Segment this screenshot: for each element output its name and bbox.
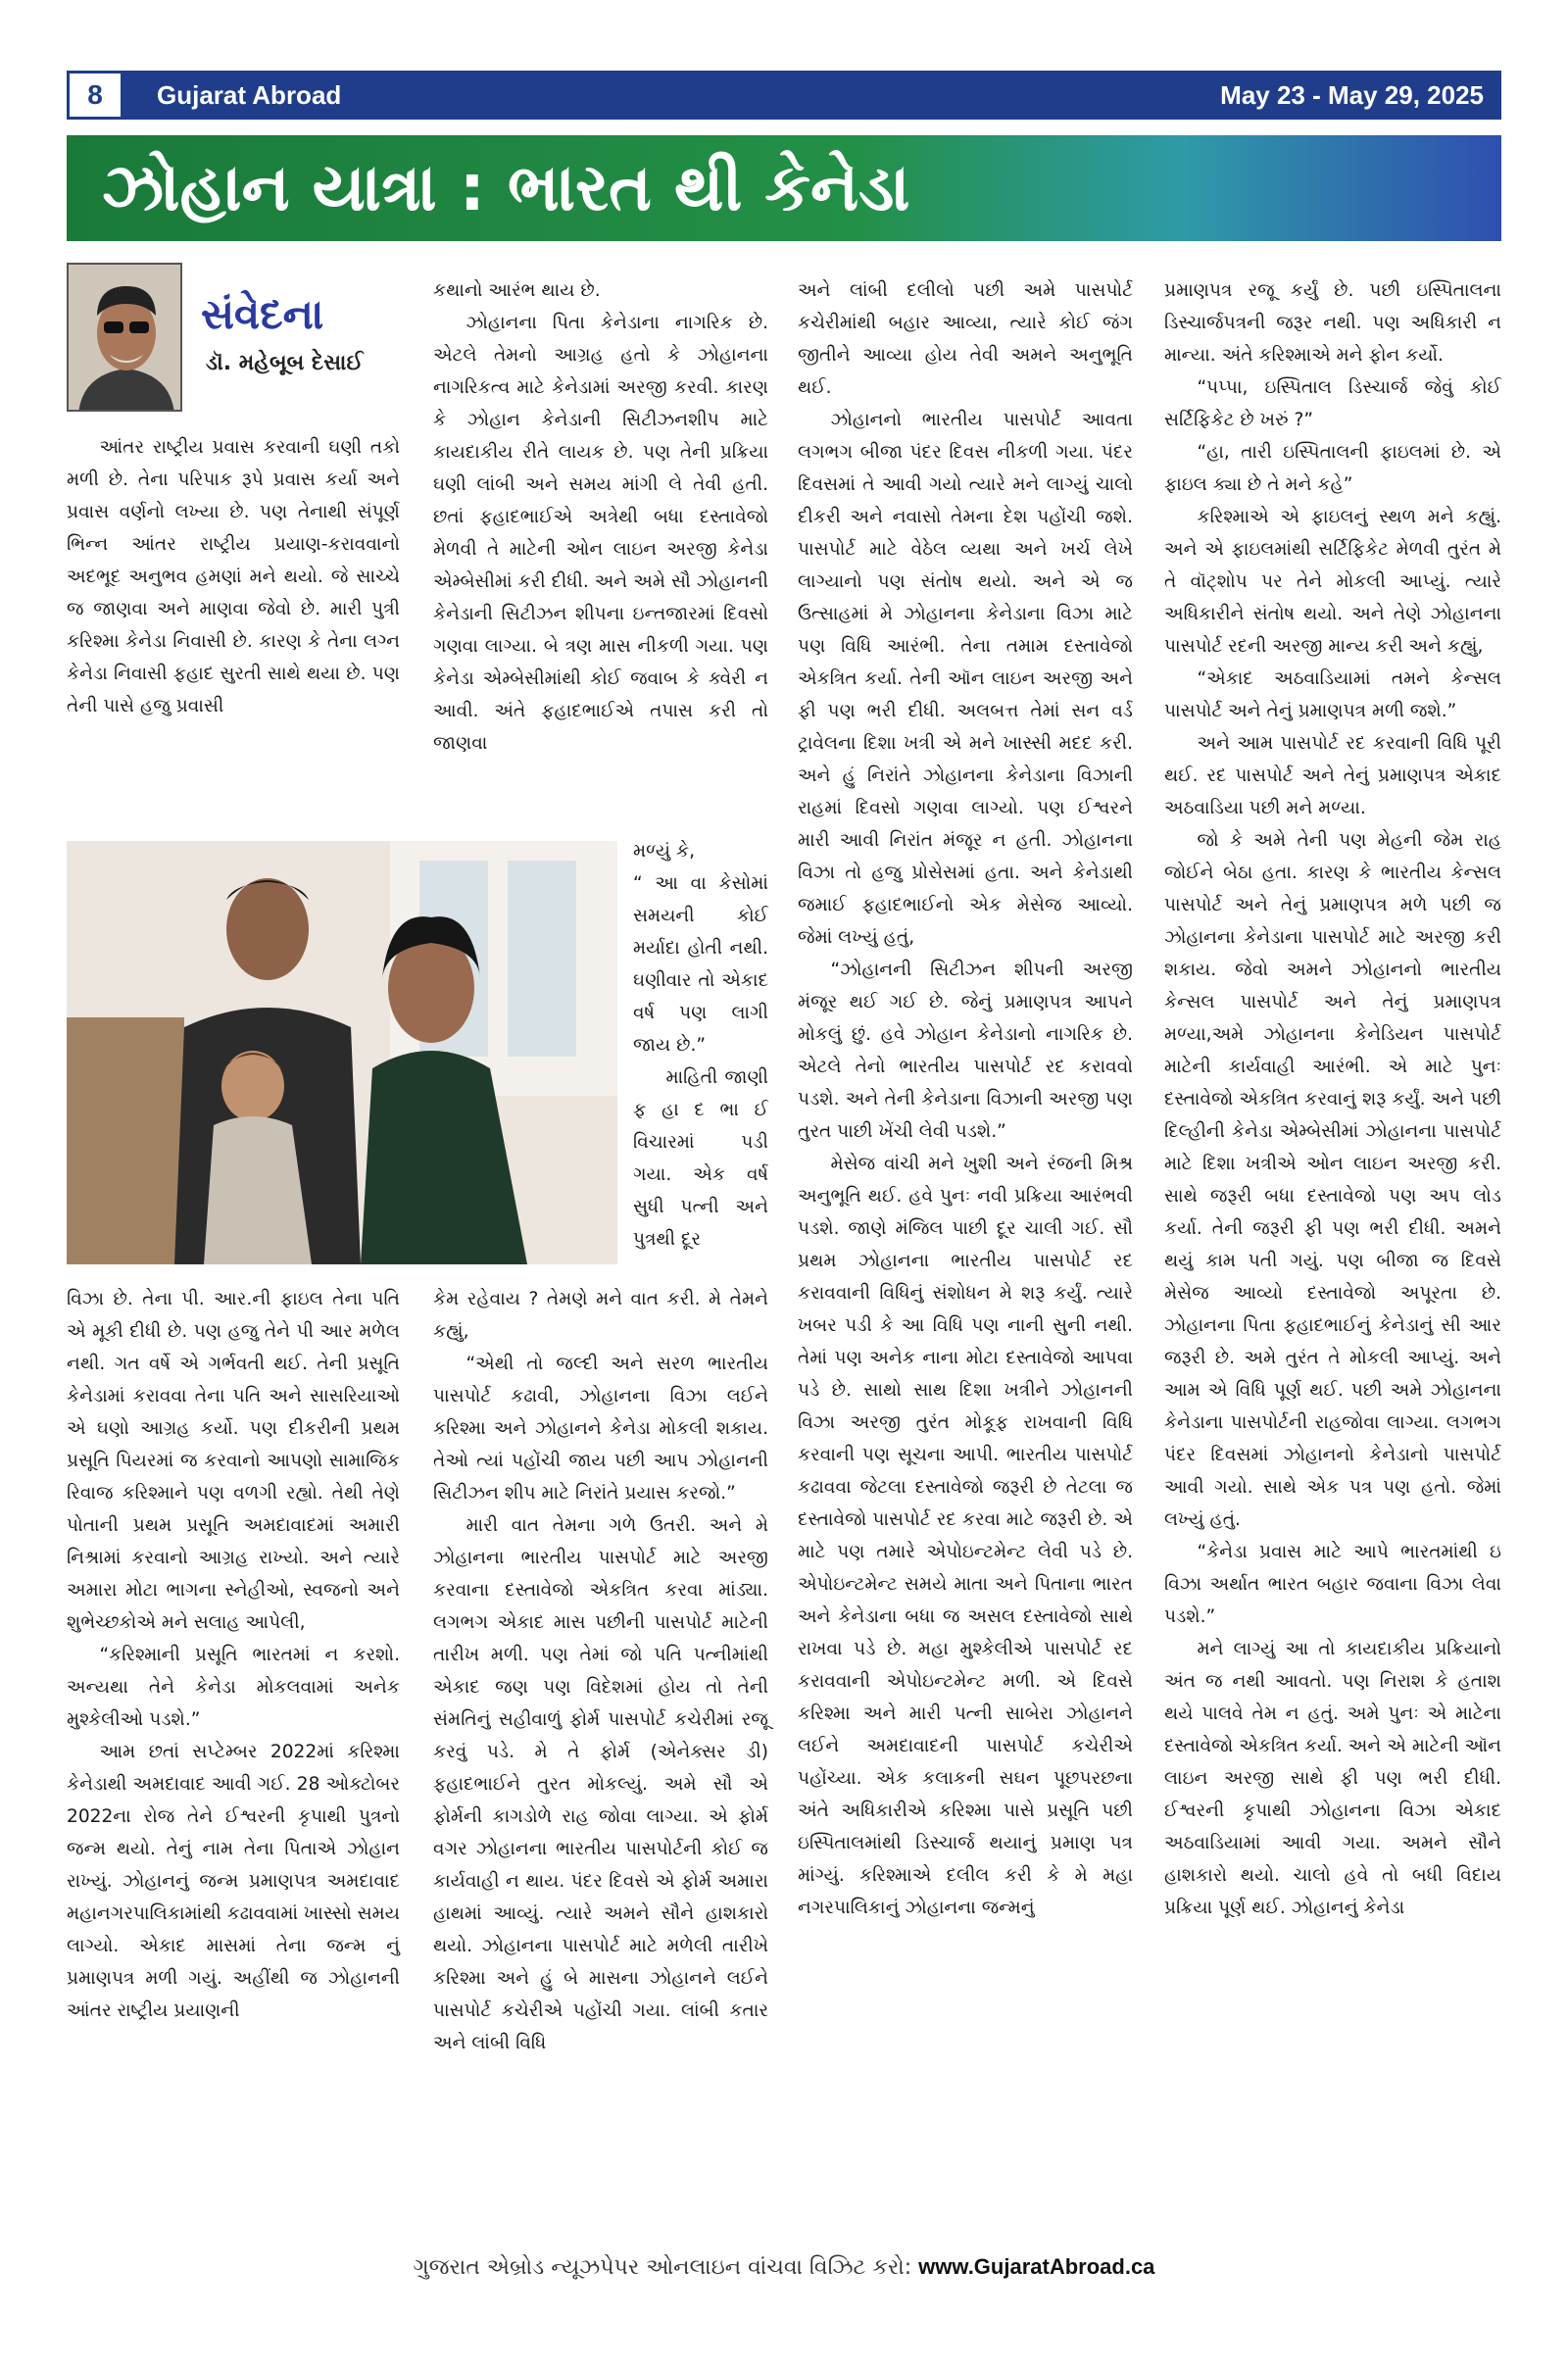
header-bar: [67, 71, 1501, 120]
paragraph: જો કે અમે તેની પણ મેહની જેમ રાહ જોઈને બેઠા હતા. કારણ કે ભારતીય કેન્સલ પાસપોર્ટ અને તેનું પ્રમાણપત્ર મળે પછી જ ઝોહાનના કેનેડાના પાસપોર્ટ માટે અરજી કરી શકાય. જેવો અમને ઝોહાનનો ભારતીય કેન્સલ પાસપોર્ટ અને તેનું પ્રમાણપત્ર મળ્યા,અમે ઝોહાનના કેનેડિયન પાસપોર્ટ માટેની કાર્યવાહી આરંભી. એ માટે પુનઃ દસ્તાવેજો એકત્રિત કરવાનું શરૂ કર્યું. અને પછી દિલ્હીની કેનેડા એમ્બેસીમાં ઝોહાનના પાસપોર્ટ માટે દિશા ખત્રીએ ઓન લાઇન અરજી કરી. સાથે જરૂરી બધા દસ્તાવેજો પણ અપ લોડ કર્યા. તેની જરૂરી ફી પણ ભરી દીધી. અમને થયું કામ પતી ગયું. પણ બીજા જ દિવસે મેસેજ આવ્યો દસ્તાવેજો અપૂરતા છે. ઝોહાનના પિતા ફહાદભાઈનું કેનેડાનું સી આર જરૂરી છે. અમે તુરંત તે મોકલી આપ્યું. અને આમ એ વિધિ પૂર્ણ થઈ. પછી અમે ઝોહાનના કેનેડાના પાસપોર્ટની રાહજોવા લાગ્યા. લગભગ પંદર દિવસમાં ઝોહાનનો કેનેડાનો પાસપોર્ટ આવી ગયો. સાથે એક પત્ર પણ હતો. જેમાં લખ્યું હતું.: [1164, 830, 1501, 1530]
column-2-side: [633, 835, 768, 1256]
paragraph: વિઝા છે. તેના પી. આર.ની ફાઇલ તેના પતિ એ મૂકી દીધી છે. પણ હજુ તેને પી આર મળેલ નથી. ગત વર્ષે એ ગર્ભવતી થઈ. તેની પ્રસૂતિ કેનેડામાં કરાવવા તેના પતિ અને સાસરિયાઓ એ ઘણો આગ્રહ કર્યો. પણ દીકરીની પ્રથમ પ્રસૂતિ પિયરમાં જ કરવાનો આપણો સામાજિક રિવાજ કરિશ્માને પણ વળગી રહ્યો. તેથી તેણે પોતાની પ્રથમ પ્રસૂતિ અમદાવાદમાં અમારી નિશ્રામાં કરવાનો આગ્રહ રાખ્યો. અને ત્યારે અમારા મોટા ભાગના સ્નેહીઓ, સ્વજનો અને શુભેચ્છકોએ મને સલાહ આપેલી,: [67, 1289, 400, 1633]
paragraph: આંતર રાષ્ટ્રીય પ્રવાસ કરવાની ઘણી તકો મળી છે. તેના પરિપાક રૂપે પ્રવાસ કર્યા અને પ્રવાસ વર્ણનો લખ્યા છે. પણ તેનાથી સંપૂર્ણ ભિન્ન આંતર રાષ્ટ્રીય પ્રયાણ-કરાવવાનો અદભૂદ અનુભવ હમણાં મને થયો. જે સાચ્ચે જ જાણવા અને માણવા જેવો છે. મારી પુત્રી કરિશ્મા કેનેડા નિવાસી છે. કારણ કે તેના લગ્ન કેનેડા નિવાસી ફહાદ સુરતી સાથે થયા છે. પણ તેની પાસે હજુ પ્રવાસી: [67, 437, 400, 716]
paragraph: “એથી તો જલ્દી અને સરળ ભારતીય પાસપોર્ટ કઢાવી, ઝોહાનના વિઝા લઈને કરિશ્મા અને ઝોહાનને કેનેડા મોકલી શકાય. તેઓ ત્યાં પહોંચી જાય પછી આપ ઝોહાનની સિટીઝન શીપ માટે નિરાંતે પ્રયાસ કરજો.”: [433, 1354, 768, 1504]
author-photo: [67, 263, 182, 412]
paragraph: અને આમ પાસપોર્ટ રદ કરવાની વિધિ પૂરી થઈ. રદ પાસપોર્ટ અને તેનું પ્રમાણપત્ર એકાદ અઠવાડિયા પછી મને મળ્યા.: [1164, 733, 1501, 818]
paragraph: કરિશ્માએ એ ફાઇલનું સ્થળ મને કહ્યું. અને એ ફાઇલમાંથી સર્ટિફિકેટ મેળવી તુરંત મે તે વૉટ્શોપ પર તેને મોકલી આપ્યું. ત્યારે અધિકારીને સંતોષ થયો. અને તેણે ઝોહાનના પાસપોર્ટ રદની અરજી માન્ય કરી અને કહ્યું,: [1164, 507, 1501, 657]
paragraph: “કરિશ્માની પ્રસૂતિ ભારતમાં ન કરશો. અન્યથા તેને કેનેડા મોકલવામાં અનેક મુશ્કેલીઓ પડશે.”: [67, 1645, 400, 1730]
paragraph: “કેનેડા પ્રવાસ માટે આપે ભારતમાંથી ઇ વિઝા અર્થાત ભારત બહાર જવાના વિઝા લેવા પડશે.”: [1164, 1542, 1501, 1627]
column-1-bottom: [67, 1283, 400, 2027]
paragraph: અને લાંબી દલીલો પછી અમે પાસપોર્ટ કચેરીમાંથી બહાર આવ્યા, ત્યારે કોઈ જંગ જીતીને આવ્યા હોય તેવી અમને અનુભૂતિ થઈ.: [798, 280, 1133, 398]
paragraph: કથાનો આરંભ થાય છે.: [433, 280, 601, 301]
paragraph: “ આ વા કેસોમાં સમયની કોઈ મર્યાદા હોતી નથી. ઘણીવાર તો એકાદ વર્ષ પણ લાગી જાય છે.”: [633, 873, 768, 1056]
paragraph: મારી વાત તેમના ગળે ઉતરી. અને મે ઝોહાનના ભારતીય પાસપોર્ટ માટે અરજી કરવાના દસ્તાવેજો એકત્રિત કરવા માંડ્યા. લગભગ એકાદ માસ પછીની પાસપોર્ટ માટેની તારીખ મળી. પણ તેમાં જો પતિ પત્નીમાંથી એકાદ જણ પણ વિદેશમાં હોય તો તેની સંમતિનું સહીવાળું ફોર્મ પાસપોર્ટ કચેરીમાં રજૂ કરવું પડે. મે તે ફોર્મ (એનેક્સર ડી) ફહાદભાઈને તુરત મોકલ્યું. અમે સૌ એ ફોર્મની કાગડોળે રાહ જોવા લાગ્યા. એ ફોર્મ વગર ઝોહાનના ભારતીય પાસપોર્ટની કોઈ જ કાર્યવાહી ન થાય. પંદર દિવસે એ ફોર્મ અમારા હાથમાં આવ્યું. ત્યારે અમને સૌને હાશકારો થયો. ઝોહાનના પાસપોર્ટ માટે મળેલી તારીખે કરિશ્મા અને હું બે માસના ઝોહાનને લઈને પાસપોર્ટ કચેરીએ પહોંચી ગયા. લાંબી કતાર અને લાંબી વિધિ: [433, 1515, 768, 2053]
paragraph: ઝોહાનનો ભારતીય પાસપોર્ટ આવતા લગભગ બીજા પંદર દિવસ નીકળી ગયા. પંદર દિવસમાં તે આવી ગયો ત્યારે મને લાગ્યું ચાલો દીકરી અને નવાસો તેમના દેશ પહોંચી જશે. પાસપોર્ટ માટે વેઠેલ વ્યથા અને ખર્ચ લેખે લાગ્યાનો પણ સંતોષ થયો. અને એ જ ઉત્સાહમાં મે ઝોહાનના કેનેડાના વિઝા માટે પણ વિધિ આરંભી. તેના તમામ દસ્તાવેજો એકત્રિત કર્યા. તેની ઑન લાઇન અરજી અને ફી પણ ભરી દીધી. અલબત્ત તેમાં સન વર્ડ ટ્રાવેલના દિશા ખત્રી એ મને ખાસ્સી મદદ કરી. અને હું નિરાંતે ઝોહાનના કેનેડાના વિઝાની રાહમાં દિવસો ગણવા લાગ્યો. પણ ઈશ્વરને મારી આવી નિરાંત મંજૂર ન હતી. ઝોહાનના વિઝા તો હજુ પ્રોસેસમાં હતા. અને કેનેડાથી જમાઈ ફહાદભાઈનો એક મેસેજ આવ્યો. જેમાં લખ્યું હતું,: [798, 410, 1133, 948]
family-photo-image: [67, 841, 617, 1264]
paragraph: “હા, તારી ઇસ્પિતાલની ફાઇલમાં છે. એ ફાઇલ ક્યા છે તે મને કહે”: [1164, 442, 1501, 495]
publication-name: Gujarat Abroad: [157, 80, 342, 110]
paragraph: મળ્યું કે,: [633, 841, 696, 862]
author-portrait-image: [69, 265, 182, 412]
footer-url-link[interactable]: www.GujaratAbroad.ca: [918, 2254, 1155, 2279]
paragraph: મેસેજ વાંચી મને ખુશી અને રંજની મિશ્ર અનુભૂતિ થઈ. હવે પુનઃ નવી પ્રક્રિયા આરંભવી પડશે. જાણે મંજિલ પાછી દૂર ચાલી ગઈ. સૌ પ્રથમ ઝોહાનના ભારતીય પાસપોર્ટ રદ કરાવવાની વિધિનું સંશોધન મે શરૂ કર્યું. ત્યારે ખબર પડી કે આ વિધિ પણ નાની સુની નથી. તેમાં પણ અનેક નાના મોટા દસ્તાવેજો આપવા પડે છે. સાથો સાથ દિશા ખત્રીને ઝોહાનની વિઝા અરજી તુરંત મોકૂફ રાખવાની વિધિ કરવાની પણ સૂચના આપી. ભારતીય પાસપોર્ટ કઢાવવા જેટલા દસ્તાવેજો જરૂરી છે તેટલા જ દસ્તાવેજો પાસપોર્ટ રદ કરવા માટે જરૂરી છે. એ માટે પણ તમારે એપોઇન્ટમેન્ટ લેવી પડે છે. એપોઇન્ટમેન્ટ સમયે માતા અને પિતાના ભારત અને કેનેડાના બધા જ અસલ દસ્તાવેજો સાથે રાખવા પડે છે. મહા મુશ્કેલીએ પાસપોર્ટ રદ કરાવવાની એપોઇન્ટમેન્ટ મળી. એ દિવસે કરિશ્મા અને મારી પત્ની સાબેરા ઝોહાનને લઈને અમદાવાદની પાસપોર્ટ કચેરીએ પહોંચ્યા. એક કલાકની સઘન પૂછપરછના અંતે અધિકારીએ કરિશ્મા પાસે પ્રસૂતિ પછી ઇસ્પિતાલમાંથી ડિસ્ચાર્જ થયાનું પ્રમાણ પત્ર માંગ્યું. કરિશ્માએ દલીલ કરી કે મે મહા નગરપાલિકાનું ઝોહાનના જન્મનું: [798, 1154, 1133, 1918]
column-3: [798, 274, 1133, 1924]
footer: [0, 2254, 1568, 2280]
paragraph: આમ છતાં સપ્ટેમ્બર 2022માં કરિશ્મા કેનેડાથી અમદાવાદ આવી ગઈ. 28 ઓક્ટોબર 2022ના રોજ તેને ઈશ્વરની કૃપાથી પુત્રનો જન્મ થયો. તેનું નામ તેના પિતાએ ઝોહાન રાખ્યું. ઝોહાનનું જન્મ પ્રમાણપત્ર અમદાવાદ મહાનગરપાલિકામાંથી કઢાવવામાં ખાસ્સો સમય લાગ્યો. એકાદ માસમાં તેના જન્મ નું પ્રમાણપત્ર મળી ગયું. અહીંથી જ ઝોહાનની આંતર રાષ્ટ્રીય પ્રયાણની: [67, 1742, 400, 2021]
article-title: ઝોહાન યાત્રા : ભારત થી કેનેડા: [67, 135, 1501, 241]
issue-date: May 23 - May 29, 2025: [1220, 80, 1484, 110]
column-name: સંવેદના: [201, 290, 324, 338]
paragraph: “એકાદ અઠવાડિયામાં તમને કેન્સલ પાસપોર્ટ અને તેનું પ્રમાણપત્ર મળી જશે.”: [1164, 668, 1501, 721]
page-number: 8: [67, 71, 123, 120]
paragraph: “ઝોહાનની સિટીઝન શીપની અરજી મંજૂર થઈ ગઈ છે. જેનું પ્રમાણપત્ર આપને મોકલું છું. હવે ઝોહાન કેનેડાનો નાગરિક છે. એટલે તેનો ભારતીય પાસપોર્ટ રદ કરાવવો પડશે. અને તેની કેનેડાના વિઝાની અરજી પણ તુરત પાછી ખેંચી લેવી પડશે.”: [798, 960, 1133, 1142]
paragraph: મને લાગ્યું આ તો કાયદાકીય પ્રક્રિયાનો અંત જ નથી આવતો. પણ નિરાશ કે હતાશ થયે પાલવે તેમ ન હતું. અમે પુનઃ એ માટેના દસ્તાવેજો એકત્રિત કર્યા. અને એ માટેની ઑન લાઇન અરજી સાથે ફી પણ ભરી દીધી. ઈશ્વરની કૃપાથી ઝોહાનના વિઝા એકાદ અઠવાડિયામાં આવી ગયા. અમને સૌને હાશકારો થયો. ચાલો હવે તો બધી વિદાય પ્રક્રિયા પૂર્ણ થઈ. ઝોહાનનું કેનેડા: [1164, 1639, 1501, 1918]
column-1-top: [67, 431, 400, 722]
paragraph: કેમ રહેવાય ? તેમણે મને વાત કરી. મે તેમને કહ્યું,: [433, 1289, 768, 1342]
author-name: ડૉ. મહેબૂબ દેસાઈ: [206, 351, 364, 375]
footer-text: ગુજરાત એબ્રોડ ન્યૂઝપેપર ઓનલાઇન વાંચવા વિઝિટ કરો:: [413, 2255, 912, 2280]
family-photo: [67, 841, 617, 1264]
paragraph: ઝોહાનના પિતા કેનેડાના નાગરિક છે. એટલે તેમનો આગ્રહ હતો કે ઝોહાનના નાગરિકત્વ માટે કેનેડામાં અરજી કરવી. કારણ કે ઝોહાન કેનેડાની સિટીઝનશીપ માટે કાયદાકીય રીતે લાયક છે. પણ તેની પ્રક્રિયા ઘણી લાંબી અને સમય માંગી લે તેવી હતી. છતાં ફહાદભાઈએ અત્રેથી બધા દસ્તાવેજો મેળવી તે માટેની ઓન લાઇન અરજી કેનેડા એમ્બેસીમાં કરી દીધી. અને અમે સૌ ઝોહાનની કેનેડાની સિટીઝન શીપના ઇન્તજારમાં દિવસો ગણવા લાગ્યા. બે ત્રણ માસ નીકળી ગયા. પણ કેનેડા એમ્બેસીમાંથી કોઈ જવાબ કે ક્વેરી ન આવી. અંતે ફહાદભાઈએ તપાસ કરી તો જાણવા: [433, 313, 768, 754]
column-4: [1164, 274, 1501, 1924]
column-2-bottom: [433, 1283, 768, 2059]
paragraph: “પપ્પા, ઇસ્પિતાલ ડિસ્ચાર્જ જેવું કોઈ સર્ટિફિકેટ છે ખરું ?”: [1164, 377, 1501, 430]
column-2-top: [433, 274, 768, 760]
paragraph: માહિતી જાણી ફ હા દ ભા ઈ વિચારમાં પડી ગયા. એક વર્ષ સુધી પત્ની અને પુત્રથી દૂર: [633, 1067, 768, 1250]
paragraph: પ્રમાણપત્ર રજૂ કર્યું છે. પછી ઇસ્પિતાલના ડિસ્ચાર્જપત્રની જરૂર નથી. પણ અધિકારી ન માન્યા. અંતે કરિશ્માએ મને ફોન કર્યો.: [1164, 280, 1501, 366]
